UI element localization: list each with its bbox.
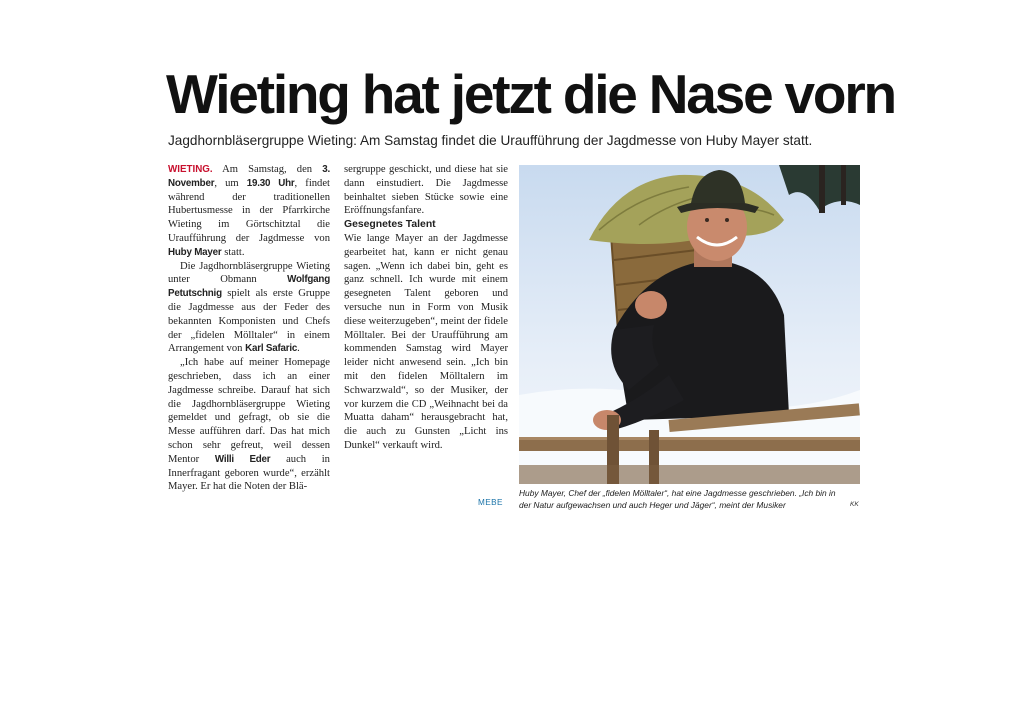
text: . xyxy=(297,343,300,355)
dateline: WIETING. xyxy=(168,164,213,175)
person-name: Huby Mayer xyxy=(168,246,222,258)
text: , findet während der traditionellen Hubertusmesse in der Pfarrkirche Wieting im Görtschitztal die Uraufführung der Jagdmesse von xyxy=(168,177,331,244)
photo-caption: Huby Mayer, Chef der „fidelen Mölltaler“, hat eine Jagdmesse geschrieben. „Ich bin in der Natur aufgewachsen und auch Heger und Jäger“, meint der Musiker xyxy=(519,488,836,510)
text: auch in Innerfragant geboren wurde“, erzählt Mayer. Er hat die Noten der Blä- xyxy=(168,453,330,493)
author-tag: MEBE xyxy=(478,498,503,507)
paragraph-4: sergruppe geschickt, und diese hat sie dann einstudiert. Die Jagdmesse beinhaltet sieben Stücke sowie eine Eröffnungsfanfare. xyxy=(344,164,508,217)
article-photo xyxy=(519,165,860,484)
person-name: Wolfgang Petutschnig xyxy=(168,274,330,300)
event-time: 19.30 Uhr xyxy=(246,177,295,189)
text: „Ich habe auf meiner Homepage geschrieben, dass ich an einer Jagdmesse schreibe. Darauf hat sich die Jagdhornbläsergruppe Wieting gemeldet und gefragt, ob sie die Messe aufführen darf. Das hat mich schon sehr gefreut, weil dessen Mentor xyxy=(168,357,330,465)
photo-illustration xyxy=(519,165,860,484)
person-name: Karl Safaric xyxy=(245,343,298,355)
text: Am Samstag, den xyxy=(212,164,323,175)
headline: Wieting hat jetzt die Nase vorn xyxy=(166,63,895,125)
subtitle: Jagdhornbläsergruppe Wieting: Am Samstag findet die Uraufführung der Jagdmesse von Huby Mayer statt. xyxy=(168,133,813,148)
article-column-2 xyxy=(344,163,508,453)
text: statt. xyxy=(221,246,245,258)
text: , um xyxy=(214,177,247,189)
subheading: Gesegnetes Talent xyxy=(344,219,436,231)
paragraph-2 xyxy=(168,260,330,357)
article-column-1 xyxy=(168,163,330,494)
photo-credit: KK xyxy=(850,501,859,508)
paragraph-1 xyxy=(168,163,330,260)
event-date: 3. November xyxy=(168,164,330,189)
paragraph-5: Wie lange Mayer an der Jagdmesse gearbeitet hat, kann er nicht genau sagen. „Wenn ich dabei bin, geht es ganz schnell. Ich wurde mit einem gesegneten Talent geboren und versuche nun in Form von Musik diese weiterzugeben“, meint der fidele Mölltaler. Bei der Uraufführung am kommenden Samstag wird Mayer leider nicht anwesend sein. „Ich bin mit den fidelen Mölltalern im Schwarzwald“, so der Musiker, der vor kurzem die CD „Weihnacht bei da Muatta daham“ herausgebracht hat, die auch zu Gunsten „Licht ins Dunkel“ verkauft wird. xyxy=(344,232,508,451)
text: Die Jagdhornbläsergruppe Wieting unter Obmann xyxy=(168,260,330,286)
text: spielt als erste Gruppe die Jagdmesse aus der Feder des bekannten Komponisten und Chefs der „fidelen Mölltaler“ in einem Arrangement von xyxy=(168,288,330,355)
paragraph-3 xyxy=(168,356,330,494)
person-name: Willi Eder xyxy=(214,453,271,465)
